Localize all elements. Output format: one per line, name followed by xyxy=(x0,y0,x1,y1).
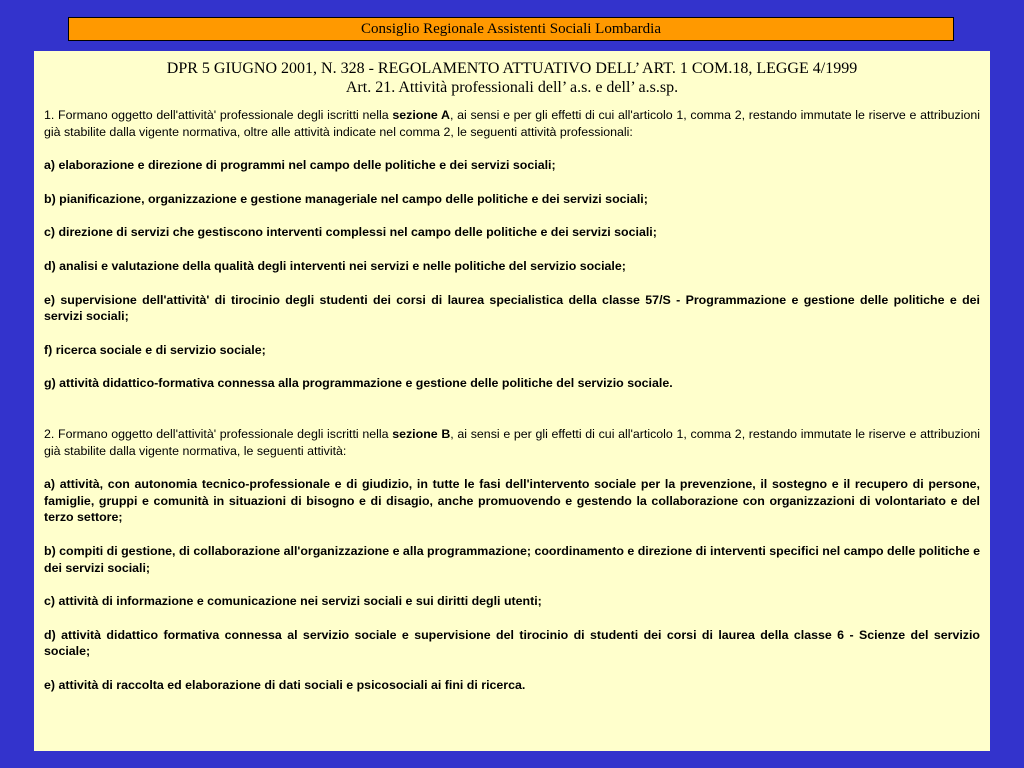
section-a-item: a) elaborazione e direzione di programmi nel campo delle politiche e dei servizi sociali; xyxy=(44,158,556,173)
section-a-item: f) ricerca sociale e di servizio sociale; xyxy=(44,342,266,357)
section-b-item: e) attività di raccolta ed elaborazione di dati sociali e psicosociali ai fini di ricerca. xyxy=(44,677,526,692)
section-b-item: b) compiti di gestione, di collaborazione all'organizzazione e alla programmazione; coordinamento e direzione di interventi specifici nel campo delle politiche e dei servizi sociali; xyxy=(44,543,980,575)
section-a-item: b) pianificazione, organizzazione e gestione manageriale nel campo delle politiche e dei servizi sociali; xyxy=(44,191,648,206)
content-panel xyxy=(34,51,990,751)
section-b-intro-text: 2. Formano oggetto dell'attività' professionale degli iscritti nella xyxy=(44,426,393,441)
section-b-item: c) attività di informazione e comunicazione nei servizi sociali e sui diritti degli utenti; xyxy=(44,594,542,609)
section-a-item: g) attività didattico-formativa connessa alla programmazione e gestione delle politiche del servizio sociale. xyxy=(44,376,673,391)
section-b-item: d) attività didattico formativa connessa al servizio sociale e supervisione del tirocinio di studenti dei corsi di laurea della classe 6 - Scienze del servizio sociale; xyxy=(44,627,980,659)
section-a-intro-text: 1. Formano oggetto dell'attività' professionale degli iscritti nella xyxy=(44,108,393,122)
heading-line-1: DPR 5 GIUGNO 2001, N. 328 - REGOLAMENTO ATTUATIVO DELL’ ART. 1 COM.18, LEGGE 4/1999 xyxy=(166,60,858,77)
section-b-intro xyxy=(44,426,980,459)
banner-title: Consiglio Regionale Assistenti Sociali Lombardia xyxy=(361,20,661,37)
section-a-item: d) analisi e valutazione della qualità degli interventi nei servizi e nelle politiche del servizio sociale; xyxy=(44,258,626,273)
slide-banner xyxy=(68,17,954,41)
slide-heading xyxy=(44,59,980,97)
section-a-item: c) direzione di servizi che gestiscono interventi complessi nel campo delle politiche e dei servizi sociali; xyxy=(44,225,657,240)
section-b-item: a) attività, con autonomia tecnico-professionale e di giudizio, in tutte le fasi dell'intervento sociale per la prevenzione, il sostegno e il recupero di persone, famiglie, gruppi e comunità in situazioni di bisogno e di disagio, anche promuovendo e gestendo la collaborazione con organizzazioni di volontariato e del terzo settore; xyxy=(44,477,980,525)
section-b-intro-rest: , ai sensi e per gli effetti di cui all'articolo 1, comma 2, restando immutate le riserve e attribuzioni già stabilite dalla vigente normativa, le seguenti attività: xyxy=(44,426,980,458)
section-a-label: sezione A xyxy=(392,108,450,122)
section-a-intro xyxy=(44,107,980,140)
section-b-label: sezione B xyxy=(392,426,451,441)
section-a-intro-rest: , ai sensi e per gli effetti di cui all'articolo 1, comma 2, restando immutate le riserve e attribuzioni già stabilite dalla vigente normativa, oltre alle attività indicate nel comma 2, le seguenti attività professionali: xyxy=(44,108,980,139)
heading-line-2: Art. 21. Attività professionali dell’ a.s. e dell’ a.s.sp. xyxy=(345,79,679,96)
section-a-item: e) supervisione dell'attività' di tirocinio degli studenti dei corsi di laurea specialistica della classe 57/S - Programmazione e gestione delle politiche e dei servizi sociali; xyxy=(44,292,980,324)
